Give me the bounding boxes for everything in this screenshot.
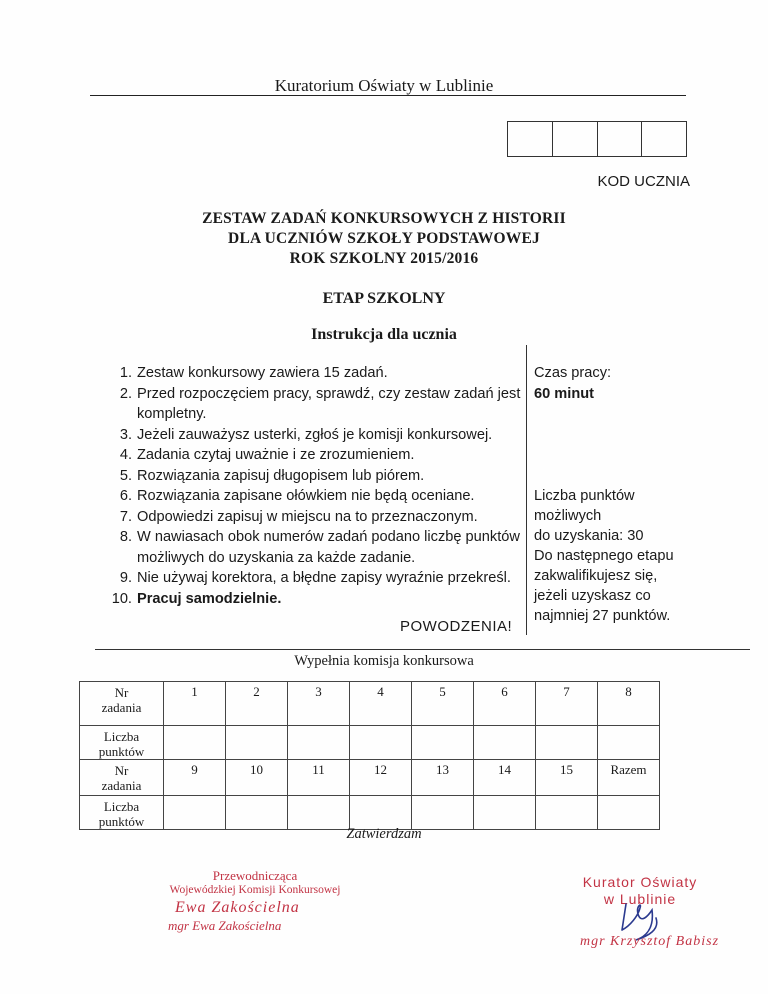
points-cell[interactable] bbox=[164, 796, 226, 830]
list-item: 2. Przed rozpoczęciem pracy, sprawdź, czy zestaw zadań jest kompletny. bbox=[119, 385, 521, 422]
list-item: 9. Nie używaj korektora, a błędne zapisy wyraźnie przekreśl. bbox=[119, 570, 511, 586]
row-header: Nr zadania bbox=[80, 760, 164, 796]
points-cell[interactable] bbox=[350, 726, 412, 760]
task-number-cell: 11 bbox=[288, 760, 350, 796]
points-cell[interactable] bbox=[288, 796, 350, 830]
points-cell[interactable] bbox=[412, 796, 474, 830]
chair-signature: Ewa Zakościelna bbox=[175, 899, 300, 916]
stamp-line: Kurator Oświaty bbox=[582, 874, 698, 890]
points-info-line: Do następnego etapu bbox=[534, 548, 674, 564]
code-cell[interactable] bbox=[553, 122, 598, 156]
stamp-line: w Lublinie bbox=[603, 891, 677, 907]
chair-name: mgr Ewa Zakościelna bbox=[168, 918, 282, 933]
points-info-line: jeżeli uzyskasz co bbox=[534, 588, 651, 604]
task-number-cell: 2 bbox=[226, 682, 288, 726]
list-item: 10. Pracuj samodzielnie. bbox=[111, 590, 282, 607]
task-number-cell: 13 bbox=[412, 760, 474, 796]
points-info-line: zakwalifikujesz się, bbox=[534, 568, 658, 584]
points-cell[interactable] bbox=[350, 796, 412, 830]
stamp-line: Przewodnicząca bbox=[212, 868, 298, 883]
good-luck-text: POWODZENIA! bbox=[400, 618, 513, 635]
instructions-list bbox=[86, 363, 526, 609]
task-number-cell: 9 bbox=[164, 760, 226, 796]
section-divider bbox=[95, 649, 750, 650]
points-cell[interactable] bbox=[474, 726, 536, 760]
table-row bbox=[80, 682, 660, 726]
task-number-cell: 3 bbox=[288, 682, 350, 726]
list-item: 6. Rozwiązania zapisane ołówkiem nie będą oceniane. bbox=[119, 488, 475, 504]
column-divider bbox=[526, 345, 527, 635]
task-number-cell: 14 bbox=[474, 760, 536, 796]
code-cell[interactable] bbox=[508, 122, 553, 156]
list-item: 1. Zestaw konkursowy zawiera 15 zadań. bbox=[119, 365, 388, 381]
points-cell[interactable] bbox=[226, 726, 288, 760]
total-points-cell[interactable] bbox=[598, 796, 660, 830]
student-code-label: KOD UCZNIA bbox=[597, 173, 690, 190]
points-cell[interactable] bbox=[164, 726, 226, 760]
points-cell[interactable] bbox=[288, 726, 350, 760]
committee-label: Wypełnia komisja konkursowa bbox=[294, 653, 474, 669]
score-table bbox=[79, 681, 660, 830]
test-title-line-3: ROK SZKOLNY 2015/2016 bbox=[289, 250, 479, 267]
task-number-cell: 5 bbox=[412, 682, 474, 726]
task-number-cell: 1 bbox=[164, 682, 226, 726]
list-item: 8. W nawiasach obok numerów zadań podano liczbę punktów możliwych do uzyskania za każde zadanie. bbox=[119, 529, 520, 566]
header-title: Kuratorium Oświaty w Lublinie bbox=[274, 76, 494, 95]
task-number-cell: 8 bbox=[598, 682, 660, 726]
row-header: Liczba punktów bbox=[80, 796, 164, 830]
points-info-line: możliwych bbox=[534, 508, 602, 524]
list-item: 4. Zadania czytaj uważnie i ze zrozumieniem. bbox=[119, 447, 415, 463]
task-number-cell: 10 bbox=[226, 760, 288, 796]
curator-name: mgr Krzysztof Babisz bbox=[580, 934, 720, 949]
instructions-heading: Instrukcja dla ucznia bbox=[311, 326, 457, 343]
task-number-cell: 15 bbox=[536, 760, 598, 796]
points-cell[interactable] bbox=[474, 796, 536, 830]
points-cell[interactable] bbox=[226, 796, 288, 830]
points-cell[interactable] bbox=[536, 796, 598, 830]
points-info-line: do uzyskania: 30 bbox=[534, 528, 644, 544]
chair-stamp bbox=[150, 868, 360, 898]
stage-title: ETAP SZKOLNY bbox=[322, 290, 446, 307]
table-row bbox=[80, 760, 660, 796]
task-number-cell: 12 bbox=[350, 760, 412, 796]
points-cell[interactable] bbox=[412, 726, 474, 760]
task-number-cell: 6 bbox=[474, 682, 536, 726]
student-code-grid[interactable] bbox=[507, 121, 687, 157]
approved-label: Zatwierdzam bbox=[346, 826, 422, 842]
task-number-cell: 4 bbox=[350, 682, 412, 726]
stamp-line: Wojewódzkiej Komisji Konkursowej bbox=[169, 884, 341, 896]
task-number-cell: 7 bbox=[536, 682, 598, 726]
test-title-line-1: ZESTAW ZADAŃ KONKURSOWYCH Z HISTORII bbox=[202, 210, 566, 227]
test-title-line-2: DLA UCZNIÓW SZKOŁY PODSTAWOWEJ bbox=[228, 230, 540, 247]
table-row bbox=[80, 726, 660, 760]
code-cell[interactable] bbox=[642, 122, 686, 156]
time-label: Czas pracy: bbox=[534, 365, 612, 381]
list-item: 3. Jeżeli zauważysz usterki, zgłoś je komisji konkursowej. bbox=[119, 426, 493, 443]
time-value: 60 minut bbox=[534, 386, 595, 402]
points-info-line: najmniej 27 punktów. bbox=[534, 608, 671, 624]
table-row bbox=[80, 796, 660, 830]
code-cell[interactable] bbox=[598, 122, 643, 156]
list-item: 5. Rozwiązania zapisuj długopisem lub piórem. bbox=[119, 467, 425, 484]
row-header: Liczba punktów bbox=[80, 726, 164, 760]
row-header: Nr zadania bbox=[80, 682, 164, 726]
points-cell[interactable] bbox=[598, 726, 660, 760]
list-item: 7. Odpowiedzi zapisuj w miejscu na to przeznaczonym. bbox=[119, 508, 478, 525]
header-divider bbox=[90, 95, 686, 96]
points-info-line: Liczba punktów bbox=[534, 488, 635, 504]
total-header-cell: Razem bbox=[598, 760, 660, 796]
points-cell[interactable] bbox=[536, 726, 598, 760]
